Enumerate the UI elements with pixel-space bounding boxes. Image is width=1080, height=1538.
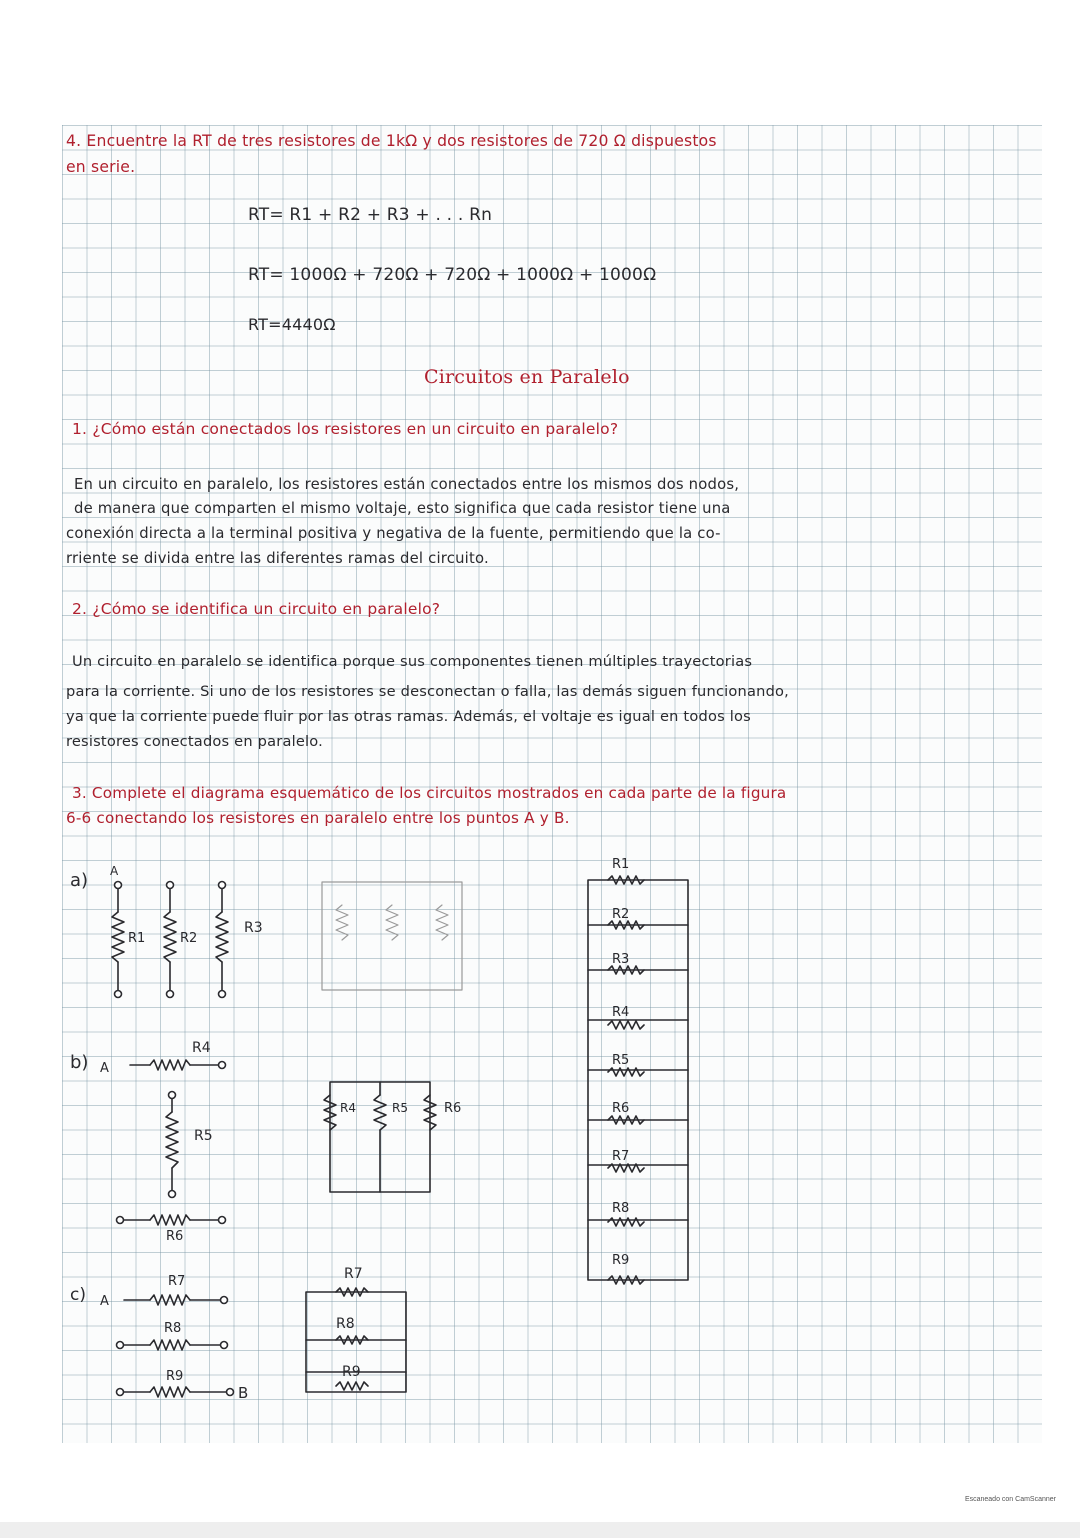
problem4-question-line2: en serie. [66,158,136,176]
part-a-answer-sketch [322,882,462,990]
r8-label: R8 [612,1201,630,1216]
terminal-a-label: A [100,1294,109,1309]
part-b-answer-circuit [324,1082,436,1192]
r6-label: R6 [612,1101,630,1116]
series-formula: RT= R1 + R2 + R3 + . . . Rn [248,205,493,225]
terminal-a-label: A [110,864,119,878]
r9-label: R9 [342,1364,361,1380]
part-a-label: a) [70,870,89,891]
r1-label: R1 [612,857,630,872]
q1-answer-line: conexión directa a la terminal positiva y negativa de la fuente, permitiendo que la co- [66,525,721,542]
series-result: RT=4440Ω [248,315,336,334]
problem4-question-line1: 4. Encuentre la RT de tres resistores de 1kΩ y dos resistores de 720 Ω dispuestos [66,132,717,150]
q1-answer-line: de manera que comparten el mismo voltaje, esto significa que cada resistor tiene una [74,500,731,517]
right-ladder-answer-circuit [588,876,688,1284]
r4-label: R4 [612,1005,630,1020]
r9-label: R9 [166,1369,184,1384]
q2-question: 2. ¿Cómo se identifica un circuito en paralelo? [72,600,441,618]
r4-label: R4 [192,1040,211,1056]
r6-label: R6 [444,1101,462,1116]
r8-label: R8 [336,1316,355,1332]
r3-label: R3 [612,952,630,967]
r7-label: R7 [168,1274,186,1289]
scanner-watermark: Escaneado con CamScanner [964,1496,1056,1503]
r4-label: R4 [340,1101,356,1115]
r1-label: R1 [128,931,146,946]
q3-question-line2: 6-6 conectando los resistores en paralelo entre los puntos A y B. [66,809,570,827]
q1-answer-line: En un circuito en paralelo, los resistores están conectados entre los mismos dos nodos, [74,476,740,493]
terminal-b-label: B [238,1384,249,1402]
r2-label: R2 [180,931,198,946]
part-c-label: c) [70,1285,86,1305]
r2-label: R2 [612,907,630,922]
q2-answer-line: para la corriente. Si uno de los resistores se desconectan o falla, las demás siguen funcionando, [66,683,790,700]
part-b-label: b) [70,1052,89,1073]
r5-label: R5 [612,1053,630,1068]
q1-answer-line: rriente se divida entre las diferentes ramas del circuito. [66,550,489,567]
r5-label: R5 [392,1101,408,1115]
r7-label: R7 [344,1266,363,1282]
terminal-a-label: A [100,1061,109,1076]
section-title: Circuitos en Paralelo [424,366,630,388]
q2-answer-line: Un circuito en paralelo se identifica porque sus componentes tienen múltiples trayectorias [72,653,753,670]
r6-label: R6 [166,1229,184,1244]
r7-label: R7 [612,1149,630,1164]
r5-label: R5 [194,1128,213,1144]
series-substitution: RT= 1000Ω + 720Ω + 720Ω + 1000Ω + 1000Ω [248,265,657,285]
q3-question-line1: 3. Complete el diagrama esquemático de los circuitos mostrados en cada parte de la figura [72,784,787,802]
bottom-bar [0,1522,1080,1538]
q2-answer-line: resistores conectados en paralelo. [66,733,323,750]
r8-label: R8 [164,1321,182,1336]
r3-label: R3 [244,920,263,936]
q2-answer-line: ya que la corriente puede fluir por las otras ramas. Además, el voltaje es igual en todos los [66,708,751,725]
q1-question: 1. ¿Cómo están conectados los resistores en un circuito en paralelo? [72,420,619,438]
r9-label: R9 [612,1253,630,1268]
